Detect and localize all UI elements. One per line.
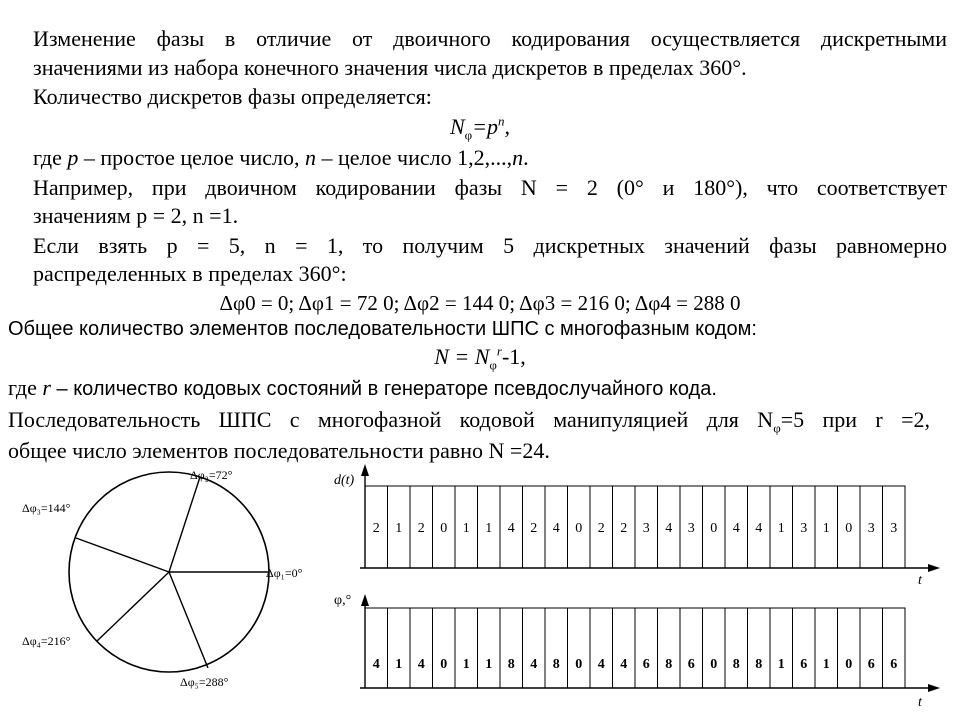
phase-value: 6 [890, 657, 898, 672]
phase-cell [793, 608, 816, 688]
symbol-value: 0 [575, 521, 583, 536]
bottom-t-axis-arrow [928, 684, 940, 692]
phase-cell [590, 608, 613, 688]
phase-cell [455, 608, 478, 688]
formula-sequence-length: $N = N_\varphi^r-1$, [434, 343, 526, 373]
phase-value: 1 [485, 657, 493, 672]
phase-circle-diagram [0, 460, 340, 720]
phase-value: 0 [845, 657, 853, 672]
phase-radius-72 [169, 477, 200, 572]
formula-n-phi: $N_\varphi=p^n$, [449, 113, 511, 143]
text-line: значениями из набора конечного значения числа дискретов в пределах 360°. [33, 55, 747, 80]
phase-value: 4 [417, 657, 425, 672]
text-line: Последовательность ШПС с многофазной кодовой манипуляцией для $N_\varphi=5$ при r =2, [8, 407, 930, 436]
phase-value: 1 [822, 657, 830, 672]
symbol-value: 3 [890, 521, 898, 536]
text-line: значениям p = 2, n =1. [33, 203, 239, 228]
phase-value: 6 [642, 657, 650, 672]
symbol-value: 4 [665, 521, 673, 536]
phase-value: 6 [867, 657, 875, 672]
top-y-axis-arrow [361, 464, 369, 476]
phase-label: Δφ₅=288° [180, 675, 229, 689]
phase-value: 1 [462, 657, 470, 672]
phase-value: 0 [440, 657, 448, 672]
phase-cell [658, 608, 681, 688]
bottom-axis-label: φ,° [334, 593, 352, 608]
phase-radius-216 [97, 572, 169, 641]
phase-radius-144 [76, 538, 169, 572]
phase-value: 0 [710, 657, 718, 672]
symbol-value: 4 [507, 521, 515, 536]
phase-cell [748, 608, 771, 688]
phase-cell [545, 608, 568, 688]
phase-cell [635, 608, 658, 688]
formula-phase-deltas: Δφ0 = 0; Δφ1 = 72 0; Δφ2 = 144 0; Δφ3 = 216 0; Δφ4 = 288 0 [219, 291, 741, 315]
phase-cell [680, 608, 703, 688]
phase-cell [860, 608, 883, 688]
symbol-value: 3 [867, 521, 875, 536]
text-line: где p – простое целое число, n – целое число 1,2,...,n. [33, 145, 529, 170]
symbol-value: 3 [687, 521, 695, 536]
text-line: Если взять p = 5, n = 1, то получим 5 дискретных значений фазы равномерно [33, 233, 947, 258]
phase-value: 8 [552, 657, 560, 672]
symbol-value: 1 [485, 521, 493, 536]
phase-value: 1 [777, 657, 785, 672]
bottom-t-label: t [918, 695, 922, 710]
phase-cell [770, 608, 793, 688]
phase-value: 1 [395, 657, 403, 672]
text-line: Изменение фазы в отличие от двоичного кодирования осуществляется дискретными [33, 26, 947, 51]
text-line: общее число элементов последовательности равно N =24. [8, 438, 550, 463]
phase-value: 4 [620, 657, 628, 672]
timing-diagram [320, 458, 950, 720]
phase-label: Δφ₃=144° [22, 501, 71, 515]
phase-label: Δφ₂=72° [190, 468, 233, 482]
symbol-value: 0 [845, 521, 853, 536]
phase-value: 0 [575, 657, 583, 672]
symbol-value: 2 [597, 521, 605, 536]
symbol-value: 2 [620, 521, 628, 536]
symbol-value: 0 [710, 521, 718, 536]
phase-cell [500, 608, 523, 688]
text-line: Например, при двоичном кодировании фазы N = 2 (0° и 180°), что соответствует [33, 175, 947, 200]
phase-label: Δφ₁=0° [266, 566, 303, 580]
phase-label: Δφ₄=216° [22, 634, 71, 648]
phase-value: 4 [597, 657, 605, 672]
symbol-value: 1 [462, 521, 470, 536]
phase-cell [478, 608, 501, 688]
top-axis-label: d(t) [334, 473, 355, 488]
symbol-value: 4 [755, 521, 763, 536]
phase-cell [703, 608, 726, 688]
phase-cell [523, 608, 546, 688]
phase-value: 4 [372, 657, 380, 672]
phase-value: 6 [687, 657, 695, 672]
phase-cell [725, 608, 748, 688]
phase-value: 6 [800, 657, 808, 672]
text-line: распределенных в пределах 360°: [33, 261, 347, 286]
phase-cell [883, 608, 906, 688]
text-line: где r – количество кодовых состояний в генераторе псевдослучайного кода. [8, 375, 717, 400]
phase-value: 8 [665, 657, 673, 672]
phase-value: 4 [530, 657, 538, 672]
phase-cell [838, 608, 861, 688]
symbol-value: 1 [777, 521, 785, 536]
phase-cell [365, 608, 388, 688]
phase-cell [388, 608, 411, 688]
phase-cell [410, 608, 433, 688]
symbol-value: 2 [372, 521, 380, 536]
symbol-value: 3 [642, 521, 650, 536]
phase-radius-288 [169, 572, 208, 668]
symbol-value: 2 [530, 521, 538, 536]
symbol-value: 0 [440, 521, 448, 536]
phase-value: 8 [732, 657, 740, 672]
symbol-value: 4 [732, 521, 740, 536]
symbol-value: 2 [417, 521, 425, 536]
top-t-label: t [918, 573, 922, 588]
symbol-value: 4 [552, 521, 560, 536]
bottom-y-axis-arrow [361, 594, 369, 606]
text-line: Общее количество элементов последовательности ШПС с многофазным кодом: [8, 318, 757, 340]
phase-cell [568, 608, 591, 688]
phase-cell [815, 608, 838, 688]
symbol-value: 3 [800, 521, 808, 536]
phase-value: 8 [507, 657, 515, 672]
text-line: Количество дискретов фазы определяется: [33, 84, 432, 109]
symbol-value: 1 [822, 521, 830, 536]
phase-cell [613, 608, 636, 688]
symbol-value: 1 [395, 521, 403, 536]
phase-cell [433, 608, 456, 688]
top-t-axis-arrow [928, 564, 940, 572]
phase-value: 8 [755, 657, 763, 672]
